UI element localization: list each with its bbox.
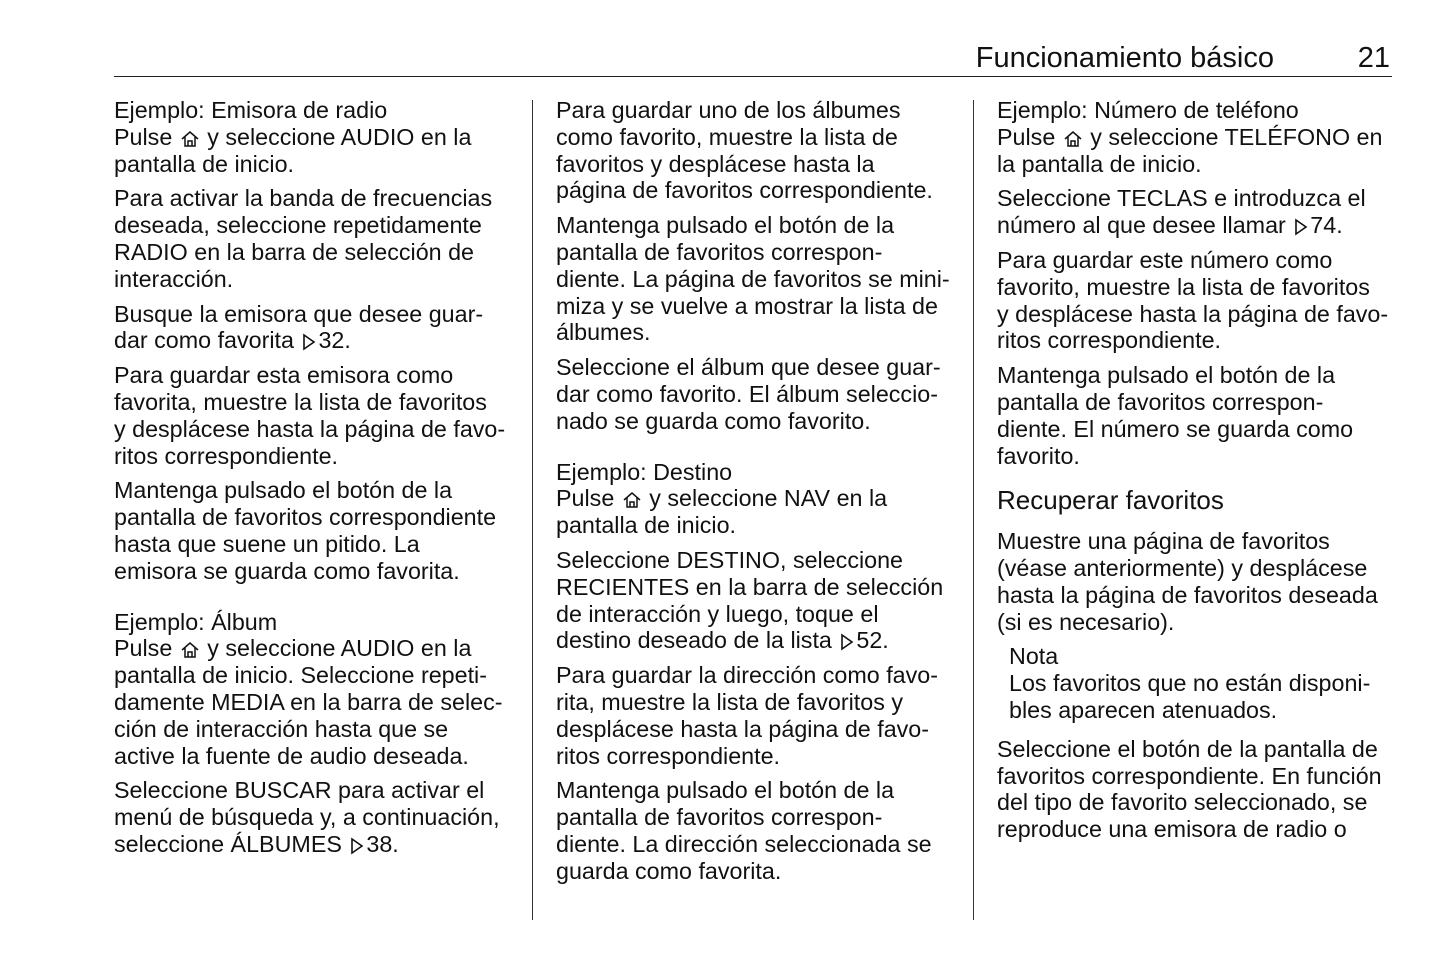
paragraph: Seleccione DESTINO, seleccione RECIENTES en la barra de selección de interacción y luego, toque el destino deseado de la lista 52. xyxy=(556,546,944,654)
home-icon xyxy=(622,491,642,509)
paragraph: Mantenga pulsado el botón de la pantalla de favoritos correspon- diente. La página de favoritos se mini- miza y se vuelve a mostrar la lista de álbumes. xyxy=(556,212,950,346)
paragraph: Pulse y seleccione AUDIO en la pantalla de inicio. xyxy=(114,123,472,177)
paragraph: Muestre una página de favoritos (véase anteriormente) y desplácese hasta la página de favoritos deseada (si es necesario). xyxy=(997,528,1378,635)
column-divider xyxy=(532,100,533,920)
paragraph: Mantenga pulsado el botón de la pantalla de favoritos correspon- diente. El número se guarda como favorito. xyxy=(997,362,1354,469)
section-heading: Recuperar favoritos xyxy=(997,485,1224,516)
page-reference: 32. xyxy=(318,327,351,354)
page-number: 21 xyxy=(1357,42,1390,74)
paragraph: Pulse y seleccione NAV en la pantalla de inicio. xyxy=(556,485,888,539)
header-title: Funcionamiento básico xyxy=(975,42,1274,74)
example-heading: Ejemplo: Emisora de radio xyxy=(114,97,388,123)
column-3 xyxy=(997,97,1397,851)
page-header xyxy=(114,38,1392,77)
example-heading: Ejemplo: Número de teléfono xyxy=(997,97,1299,123)
paragraph: Seleccione el álbum que desee guar- dar como favorito. El álbum seleccio- nado se guarda como favorito. xyxy=(556,354,941,434)
page-reference: 52. xyxy=(856,627,889,654)
paragraph: Pulse y seleccione TELÉFONO en la pantalla de inicio. xyxy=(997,123,1383,177)
column-divider xyxy=(973,100,974,920)
note-title: Nota xyxy=(1009,643,1059,670)
page-reference: 74. xyxy=(1310,212,1343,239)
paragraph: Para guardar esta emisora como favorita, muestre la lista de favoritos y desplácese hasta la página de favo- ritos correspondiente. xyxy=(114,362,506,469)
home-icon xyxy=(180,641,200,659)
paragraph: Para guardar uno de los álbumes como favorito, muestre la lista de favoritos y desplácese hasta la página de favoritos correspondiente. xyxy=(556,97,933,204)
paragraph: Pulse y seleccione AUDIO en la pantalla de inicio. Seleccione repeti- damente MEDIA en la barra de selec- ción de interacción hasta que se active la fuente de audio deseada. xyxy=(114,635,503,769)
paragraph: Mantenga pulsado el botón de la pantalla de favoritos correspon- diente. La dirección seleccionada se guarda como favorita. xyxy=(556,777,932,884)
note-box: Nota Los favoritos que no están disponi- bles aparecen atenuados. xyxy=(1009,643,1371,723)
paragraph: Seleccione TECLAS e introduzca el número al que desee llamar 74. xyxy=(997,185,1366,239)
page-reference-icon xyxy=(349,837,365,855)
home-icon xyxy=(180,130,200,148)
page-reference-icon xyxy=(839,633,855,651)
paragraph: Para guardar este número como favorito, muestre la lista de favoritos y desplácese hasta la página de favo- ritos correspondiente. xyxy=(997,246,1389,354)
page-reference-icon xyxy=(1293,218,1309,236)
paragraph: Para guardar la dirección como favo- rita, muestre la lista de favoritos y desplácese hasta la página de favo- ritos correspondiente. xyxy=(556,662,938,769)
column-1 xyxy=(114,97,524,866)
example-heading: Ejemplo: Destino xyxy=(556,458,733,485)
page-reference-icon xyxy=(301,333,317,351)
page-reference: 38. xyxy=(366,830,399,857)
example-heading: Ejemplo: Álbum xyxy=(114,608,278,635)
paragraph: Mantenga pulsado el botón de la pantalla de favoritos correspondiente hasta que suene un pitido. La emisora se guarda como favorita. xyxy=(114,477,497,584)
column-2 xyxy=(556,97,956,893)
paragraph: Para activar la banda de frecuencias deseada, seleccione repetidamente RADIO en la barra de selección de interacción. xyxy=(114,185,493,292)
paragraph: Busque la emisora que desee guar- dar como favorita 32. xyxy=(114,300,484,354)
paragraph: Seleccione el botón de la pantalla de favoritos correspondiente. En función del tipo de favorito seleccionado, se reproduce una emisora de radio o xyxy=(997,735,1382,843)
home-icon xyxy=(1063,130,1083,148)
paragraph: Seleccione BUSCAR para activar el menú de búsqueda y, a continuación, seleccione ÁLBUMES 38. xyxy=(114,777,500,857)
